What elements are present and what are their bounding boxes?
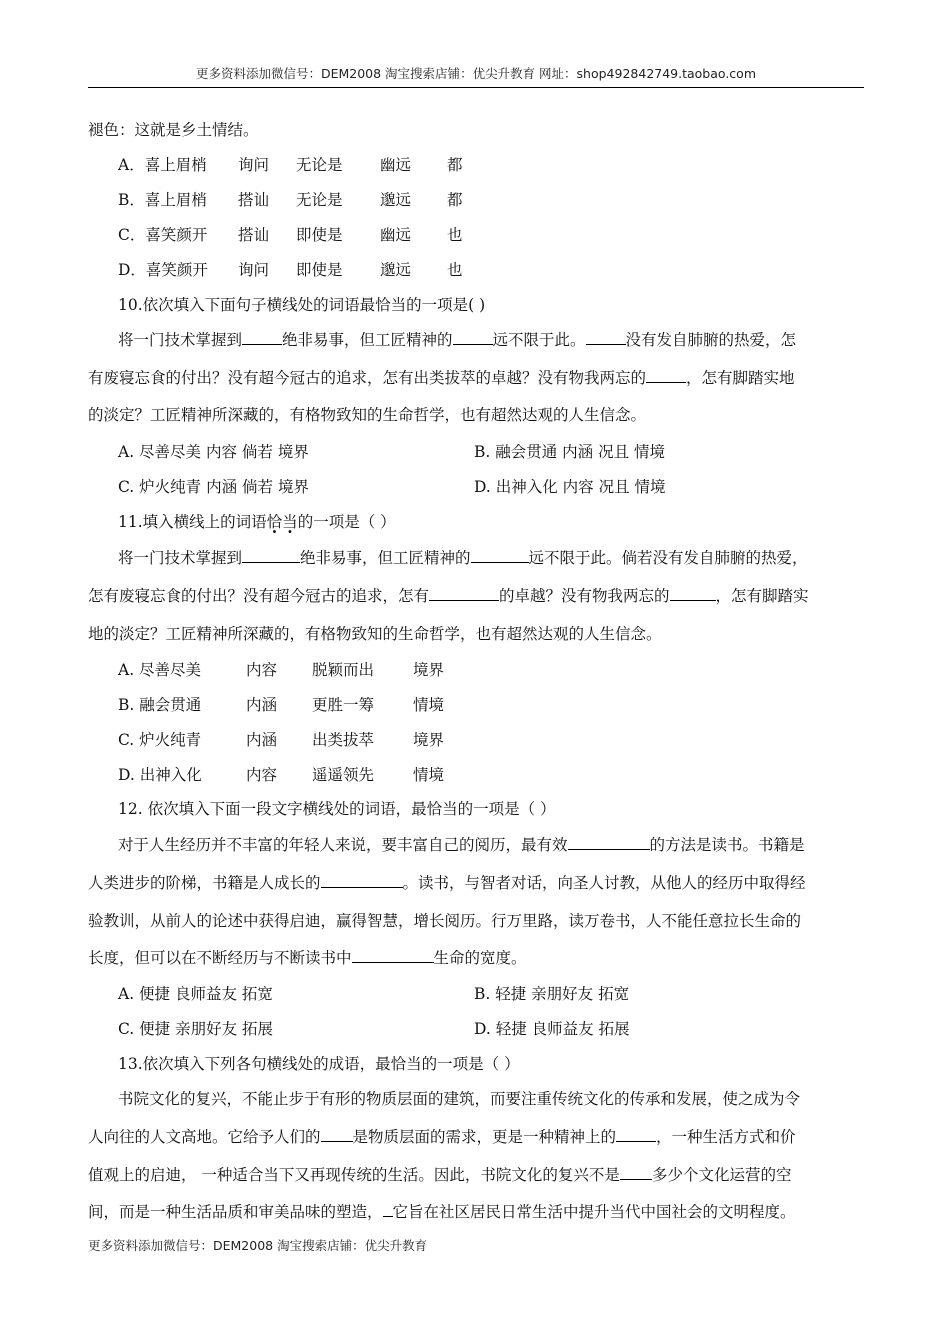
q9-option-c-cell: 搭讪 [238, 226, 270, 244]
q9-option-c-cell: 幽远 [380, 226, 412, 244]
q12-para-line3: 验教训，从前人的论述中获得启迪，赢得智慧，增长阅历。行万里路，读万卷书，人不能任意拉长生命的 [88, 912, 802, 930]
q13-para-line4: 间，而是一种生活品质和审美品味的塑造， 它旨在社区居民日常生活中提升当代中国社会的文明程度。 [88, 1200, 862, 1222]
blank [453, 329, 493, 346]
q9-option-d-cell: D．喜笑颜开 [118, 261, 208, 279]
blank [568, 834, 650, 851]
q12-para-line4: 长度，但可以在不断经历与不断读书中 生命的宽度。 [88, 946, 862, 968]
q11-option-b-cell: 内涵 [246, 696, 278, 714]
q9-option-c-cell: 即使是 [296, 226, 343, 244]
q9-option-a-cell: 幽远 [380, 156, 412, 174]
blank [586, 329, 626, 346]
q9-option-a-cell: A．喜上眉梢 [118, 156, 207, 174]
q9-option-b-cell: 都 [447, 191, 463, 209]
q9-tail: 褪色：这就是乡土情结。 [88, 121, 259, 139]
q10-stem: 10.依次填入下面句子横线处的词语最恰当的一项是( ) [118, 296, 486, 314]
q9-option-d-cell: 邈远 [380, 261, 412, 279]
blank [352, 947, 434, 964]
blank [242, 547, 300, 564]
q10-para-line1: 将一门技术掌握到 绝非易事，但工匠精神的 远不限于此。 没有发自肺腑的热爱，怎 [118, 328, 796, 350]
blank [670, 585, 716, 602]
q11-option-c-cell: 出类拔萃 [312, 731, 375, 749]
blank [646, 367, 686, 384]
q11-option-b-cell: 情境 [413, 696, 445, 714]
q12-option-c: C. 便捷 亲朋好友 拓展 [118, 1020, 274, 1038]
q11-option-d-cell: 遥遥领先 [312, 766, 375, 784]
q9-option-d-cell: 即使是 [296, 261, 343, 279]
q11-para-line2: 怎有废寝忘食的付出？没有超今冠古的追求，怎有 的卓越？没有物我两忘的 ，怎有脚踏实 [88, 584, 862, 606]
q11-option-a-cell: A. 尽善尽美 [118, 661, 202, 679]
q9-option-b-cell: 搭讪 [238, 191, 270, 209]
q9-option-a-cell: 询问 [238, 156, 270, 174]
blank [471, 547, 529, 564]
q12-option-b: B. 轻捷 亲朋好友 拓宽 [474, 985, 630, 1003]
blank [383, 1201, 393, 1218]
q11-option-d-cell: 情境 [413, 766, 445, 784]
blank [620, 1164, 652, 1181]
q10-option-c: C. 炉火纯青 内涵 倘若 境界 [118, 478, 309, 496]
q10-option-d: D. 出神入化 内容 况且 情境 [474, 478, 666, 496]
page-footer: 更多资料添加微信号：DEM2008 淘宝搜索店铺：优尖升教育 [88, 1238, 428, 1253]
q12-para-line1: 对于人生经历并不丰富的年轻人来说，要丰富自己的阅历，最有效 的方法是读书。书籍是 [118, 833, 805, 855]
q11-option-c-cell: 境界 [413, 731, 445, 749]
q10-option-b: B. 融会贯通 内涵 况且 情境 [474, 443, 666, 461]
blank [321, 1126, 353, 1143]
q9-option-d-cell: 也 [447, 261, 463, 279]
q9-option-a-cell: 无论是 [296, 156, 343, 174]
blank [242, 329, 282, 346]
q11-option-d-cell: D. 出神入化 [118, 766, 202, 784]
blank [429, 585, 499, 602]
q11-option-a-cell: 内容 [246, 661, 278, 679]
q13-para-line3: 值观上的启迪， 一种适合当下又再现传统的生活。因此，书院文化的复兴不是 多少个文化运营的空 [88, 1163, 862, 1185]
q12-para-line2: 人类进步的阶梯，书籍是人成长的 。读书，与智者对话，向圣人讨教，从他人的经历中取得经 [88, 871, 862, 893]
q12-option-d: D. 轻捷 良师益友 拓展 [474, 1020, 630, 1038]
q11-option-b-cell: B. 融会贯通 [118, 696, 202, 714]
q11-option-c-cell: 内涵 [246, 731, 278, 749]
q13-para-line2: 人向往的人文高地。它给予人们的 是物质层面的需求，更是一种精神上的 ，一种生活方式和价 [88, 1125, 862, 1147]
q12-stem: 12. 依次填入下面一段文字横线处的词语，最恰当的一项是（ ） [118, 800, 556, 818]
q10-option-a: A. 尽善尽美 内容 倘若 境界 [118, 443, 309, 461]
q11-stem: 11.填入横线上的词语恰当的一项是（ ） [118, 513, 396, 531]
q11-option-a-cell: 境界 [413, 661, 445, 679]
q9-option-b-cell: B．喜上眉梢 [118, 191, 207, 209]
q11-option-d-cell: 内容 [246, 766, 278, 784]
q12-option-a: A. 便捷 良师益友 拓宽 [118, 985, 273, 1003]
q9-option-b-cell: 无论是 [296, 191, 343, 209]
q11-option-c-cell: C. 炉火纯青 [118, 731, 202, 749]
q9-option-c-cell: C．喜笑颜开 [118, 226, 208, 244]
blank [616, 1126, 656, 1143]
q11-para-line3: 地的淡定？工匠精神所深藏的，有格物致知的生命哲学，也有超然达观的人生信念。 [88, 625, 662, 643]
q9-option-a-cell: 都 [447, 156, 463, 174]
q9-option-d-cell: 询问 [238, 261, 270, 279]
q11-option-b-cell: 更胜一筹 [312, 696, 375, 714]
page-header: 更多资料添加微信号：DEM2008 淘宝搜索店铺：优尖升教育 网址：shop492842749.taobao.com [88, 64, 864, 88]
q9-option-b-cell: 邈远 [380, 191, 412, 209]
blank [321, 872, 403, 889]
q10-para-line2: 有废寝忘食的付出？没有超今冠古的追求，怎有出类拔萃的卓越？没有物我两忘的 ，怎有脚踏实地 [88, 366, 862, 388]
q10-para-line3: 的淡定？工匠精神所深藏的，有格物致知的生命哲学，也有超然达观的人生信念。 [88, 406, 647, 424]
q13-stem: 13.依次填入下列各句横线处的成语，最恰当的一项是（ ） [118, 1055, 520, 1073]
q11-option-a-cell: 脱颖而出 [312, 661, 375, 679]
q11-para-line1: 将一门技术掌握到 绝非易事，但工匠精神的 远不限于此。倘若没有发自肺腑的热爱， [118, 546, 808, 568]
q9-option-c-cell: 也 [447, 226, 463, 244]
q13-para-line1: 书院文化的复兴，不能止步于有形的物质层面的建筑，而要注重传统文化的传承和发展，使之成为令 [118, 1090, 801, 1108]
